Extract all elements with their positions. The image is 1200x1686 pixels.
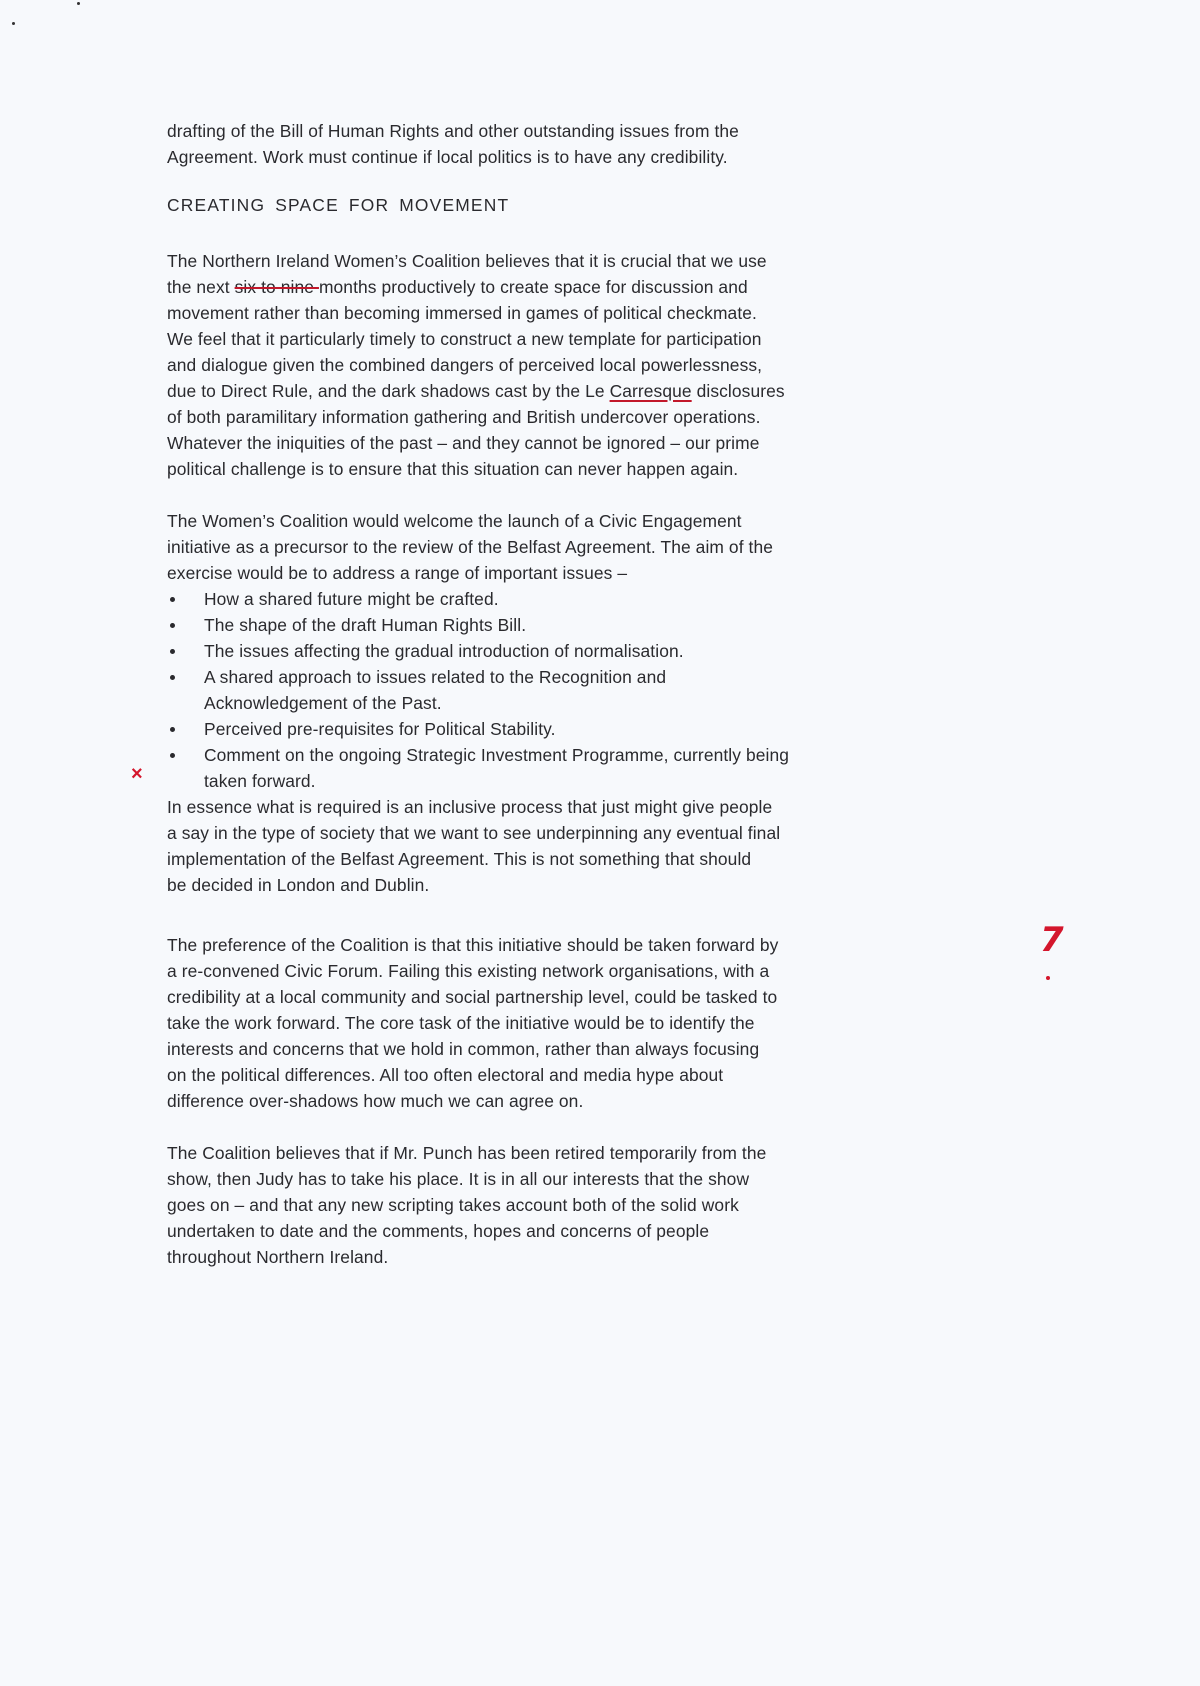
paragraph-punch-and-judy	[167, 1140, 1047, 1270]
text-line: Comment on the ongoing Strategic Investment Programme, currently being	[204, 745, 790, 765]
text-line: We feel that it particularly timely to construct a new template for participation	[167, 329, 762, 349]
text-line: show, then Judy has to take his place. It is in all our interests that the show	[167, 1169, 750, 1189]
paragraph-civic-engagement	[167, 508, 1047, 898]
text-line: be decided in London and Dublin.	[167, 875, 430, 895]
text-line: Whatever the iniquities of the past – and they cannot be ignored – our prime	[167, 433, 760, 453]
handwritten-page-number: 7	[1040, 920, 1064, 960]
paragraph-creating-space	[167, 248, 1047, 482]
text-line: The preference of the Coalition is that this initiative should be taken forward by	[167, 935, 779, 955]
text-line: The Coalition believes that if Mr. Punch has been retired temporarily from the	[167, 1143, 767, 1163]
underlined-text-edit: Carresque	[609, 381, 692, 401]
text-line: In essence what is required is an inclusive process that just might give people	[167, 797, 773, 817]
text-line: The issues affecting the gradual introduction of normalisation.	[204, 641, 684, 661]
text-line: exercise would be to address a range of important issues –	[167, 563, 628, 583]
text-line: undertaken to date and the comments, hopes and concerns of people	[167, 1221, 710, 1241]
bullet-item	[167, 664, 1047, 716]
scan-speck	[12, 22, 15, 25]
text-line: Agreement. Work must continue if local politics is to have any credibility.	[167, 147, 728, 167]
bullet-item	[167, 612, 1047, 638]
text-line: credibility at a local community and social partnership level, could be tasked to	[167, 987, 778, 1007]
text-line: interests and concerns that we hold in common, rather than always focusing	[167, 1039, 760, 1059]
text-line: take the work forward. The core task of the initiative would be to identify the	[167, 1013, 755, 1033]
struck-text-edit: six to nine	[234, 277, 319, 297]
text-line: The Northern Ireland Women’s Coalition believes that it is crucial that we use	[167, 251, 767, 271]
text-line: a re-convened Civic Forum. Failing this existing network organisations, with a	[167, 961, 770, 981]
text-line: a say in the type of society that we want to see underpinning any eventual final	[167, 823, 781, 843]
text-line: Acknowledgement of the Past.	[204, 693, 442, 713]
bullet-item	[167, 638, 1047, 664]
bullet-item	[167, 716, 1047, 742]
handwritten-dot-mark	[1046, 976, 1050, 980]
text-line	[167, 274, 1047, 300]
text-line: goes on – and that any new scripting takes account both of the solid work	[167, 1195, 739, 1215]
text-line	[167, 378, 1047, 404]
text-line: implementation of the Belfast Agreement. This is not something that should	[167, 849, 752, 869]
text-fragment: due to Direct Rule, and the dark shadows cast by the Le	[167, 381, 610, 401]
bullet-item	[167, 742, 1047, 794]
issues-bullet-list	[167, 586, 1047, 794]
section-heading: CREATING SPACE FOR MOVEMENT	[167, 195, 510, 215]
text-line: throughout Northern Ireland.	[167, 1247, 389, 1267]
handwritten-cross-mark-icon: ×	[131, 763, 143, 785]
text-fragment: months productively to create space for discussion and	[318, 277, 748, 297]
bullet-item	[167, 586, 1047, 612]
paragraph-preference	[167, 932, 1047, 1114]
text-line: difference over-shadows how much we can agree on.	[167, 1091, 584, 1111]
text-line: political challenge is to ensure that this situation can never happen again.	[167, 459, 739, 479]
text-line: movement rather than becoming immersed in games of political checkmate.	[167, 303, 757, 323]
text-line: A shared approach to issues related to the Recognition and	[204, 667, 667, 687]
text-line: of both paramilitary information gathering and British undercover operations.	[167, 407, 761, 427]
text-line: Perceived pre-requisites for Political Stability.	[204, 719, 556, 739]
text-fragment: the next	[167, 277, 235, 297]
text-line: drafting of the Bill of Human Rights and other outstanding issues from the	[167, 121, 739, 141]
text-fragment: disclosures	[691, 381, 785, 401]
text-line: The Women’s Coalition would welcome the launch of a Civic Engagement	[167, 511, 742, 531]
text-line: and dialogue given the combined dangers of perceived local powerlessness,	[167, 355, 763, 375]
text-line: The shape of the draft Human Rights Bill.	[204, 615, 527, 635]
scan-speck	[77, 2, 80, 5]
text-line: initiative as a precursor to the review of the Belfast Agreement. The aim of the	[167, 537, 774, 557]
intro-paragraph	[167, 118, 1047, 170]
text-line: taken forward.	[204, 771, 316, 791]
text-line: on the political differences. All too often electoral and media hype about	[167, 1065, 724, 1085]
text-line: How a shared future might be crafted.	[204, 589, 499, 609]
